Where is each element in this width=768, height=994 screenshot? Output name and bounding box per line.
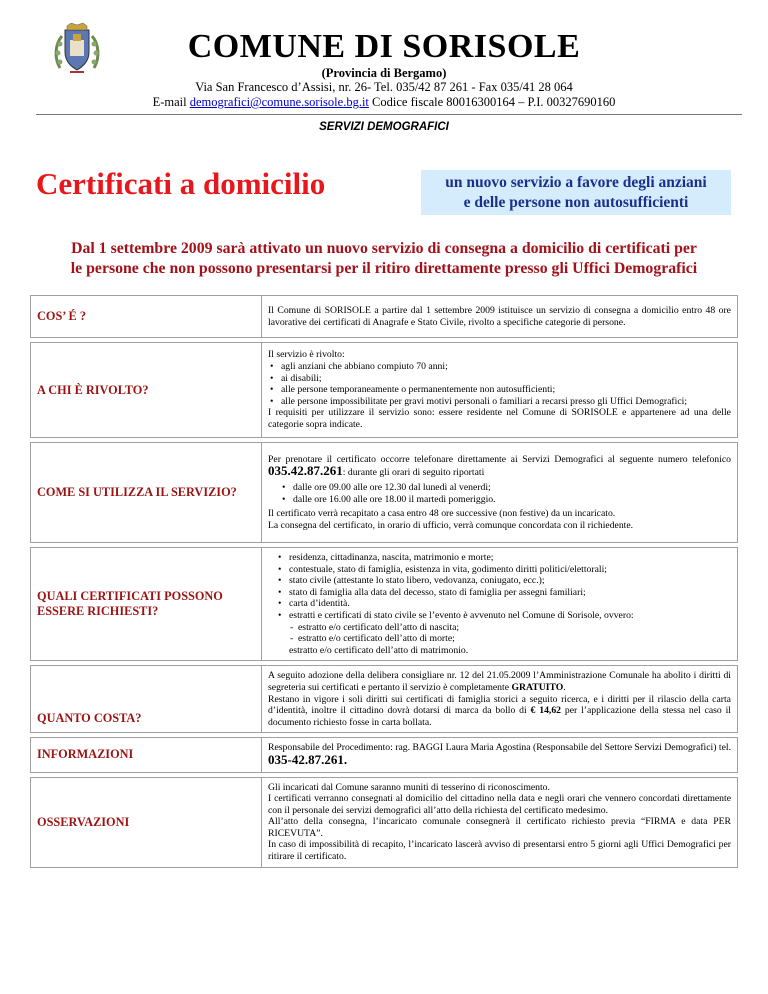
row-come xyxy=(31,443,738,543)
row-info xyxy=(31,738,738,772)
intro-text xyxy=(30,239,738,279)
intro-line2: le persone che non possono presentarsi per il ritiro direttamente presso gli Uffici Demografici xyxy=(70,260,698,277)
come-p1-end: : durante gli orari di seguito riportati xyxy=(342,467,485,479)
oss-line: Gli incaricati dal Comune saranno muniti di tesserino di riconoscimento. xyxy=(268,781,550,793)
costo-p1 xyxy=(268,670,731,693)
list-item: • stato civile (attestante lo stato libero, vedovanza, coniugato, ecc.); xyxy=(289,575,731,587)
row-label: COME SI UTILIZZA IL SERVIZIO? xyxy=(31,443,262,543)
costo-p1a: A seguito adozione della delibera consigliare nr. 12 del 21.05.2009 l’Amministrazione Comunale ha abolito i diritti di segreteria sui certificati e pertanto il servizio è completamente xyxy=(268,670,731,693)
list-item: • estratti e certificati di stato civile se l’evento è avvenuto nel Comune di Sorisole, ovvero: xyxy=(289,610,731,622)
row-text xyxy=(262,443,738,543)
list-item: • residenza, cittadinanza, nascita, matrimonio e morte; xyxy=(289,552,731,564)
list-item: • carta d’identità. xyxy=(289,598,731,610)
municipality-title: COMUNE DI SORISOLE xyxy=(187,28,581,65)
list-item: - estratto e/o certificato dell’atto di morte; xyxy=(298,633,731,645)
row-label xyxy=(31,548,262,661)
info-text: Responsabile del Procedimento: rag. BAGGI Laura Maria Agostina (Responsabile del Settore Servizi Demografici) tel. xyxy=(268,742,731,754)
address-line: Via San Francesco d’Assisi, nr. 26- Tel. 035/42 87 261 - Fax 035/41 28 064 xyxy=(195,80,573,94)
certificates-list xyxy=(276,552,731,622)
info-table xyxy=(30,295,738,868)
oss-line: All’atto della consegna, l’incaricato comunale consegnerà il certificato richiesto previa “FIRMA e data PER RICEVUTA”. xyxy=(268,816,731,839)
department-label: SERVIZI DEMOGRAFICI xyxy=(319,121,449,133)
row-label: A CHI È RIVOLTO? xyxy=(31,343,262,438)
costo-p2c: per l’applicazione della stessa nel caso il documento richiesto fosse in carta bollata. xyxy=(268,705,731,728)
fiscal-code: Codice fiscale 80016300164 – P.I. 00327690160 xyxy=(368,95,616,109)
intro-line1: Dal 1 settembre 2009 sarà attivato un nuovo servizio di consegna a domicilio di certificati per xyxy=(71,240,697,257)
costo-p1c: . xyxy=(563,681,566,693)
list-item: • dalle ore 16.00 alle ore 18.00 il martedì pomeriggio. xyxy=(293,494,731,506)
row-text xyxy=(262,343,738,438)
list-item: • ai disabili; xyxy=(281,373,731,385)
come-p1 xyxy=(268,454,731,479)
row-text: Il Comune di SORISOLE a partire dal 1 settembre 2009 istituisce un servizio di consegna a domicilio entro 48 ore lavorative dei certificati di Anagrafe e Stato Civile, rivolto a specifiche categorie di persone. xyxy=(262,296,738,338)
row-costo xyxy=(31,666,738,733)
oss-line: I certificati verranno consegnati al domicilio del cittadino nella data e negli orari che vennero concordati direttamente con il personale dei servizi demografici all’atto della richiesta del certificato medesimo. xyxy=(268,793,731,816)
stamp-price: € 14,62 xyxy=(530,705,562,717)
list-item: • contestuale, stato di famiglia, esistenza in vita, godimento diritti politici/elettorali; xyxy=(289,564,731,576)
phone-number: 035.42.87.261 xyxy=(268,463,343,479)
label-line1: QUALI CERTIFICATI POSSONO xyxy=(37,589,223,604)
row-cose xyxy=(31,296,738,338)
row-text xyxy=(262,777,738,867)
row-label: COS’ É ? xyxy=(31,296,262,338)
list-item: • agli anziani che abbiano compiuto 70 anni; xyxy=(281,361,731,373)
page-title: Certificati a domicilio xyxy=(36,166,326,201)
email-link[interactable]: demografici@comune.sorisole.bg.it xyxy=(189,95,369,109)
row-text xyxy=(262,666,738,733)
hours-list xyxy=(280,482,731,505)
list-item: • dalle ore 09.00 alle ore 12.30 dal lunedì al venerdì; xyxy=(293,482,731,494)
chi-intro: Il servizio è rivolto: xyxy=(268,349,345,361)
list-item: • stato di famiglia alla data del decesso, stato di famiglia per assegni familiari; xyxy=(289,587,731,599)
info-phone: 035-42.87.261. xyxy=(268,751,348,767)
row-label: OSSERVAZIONI xyxy=(31,777,262,867)
tagline-line2: e delle persone non autosufficienti xyxy=(463,194,689,211)
row-label: QUANTO COSTA? xyxy=(31,666,262,733)
quali-last: estratto e/o certificato dell’atto di matrimonio. xyxy=(289,644,469,656)
list-item: • alle persone temporaneamente o permanentemente non autosufficienti; xyxy=(281,384,731,396)
costo-p2a: Restano in vigore i soli diritti sui certificati di famiglia storici a seguito ricerca, e i diritti per il rilascio della carta d’identità, inoltre il cittadino dovrà dotarsi di marca da bollo di xyxy=(268,693,731,717)
tagline-box xyxy=(421,170,731,215)
come-p2: Il certificato verrà recapitato a casa entro 48 ore successive (non festive) da un incaricato. xyxy=(268,508,616,520)
header-divider xyxy=(36,114,742,115)
oss-line: In caso di impossibilità di recapito, l’incaricato lascerà avviso di presentarsi entro 5 giorni agli Uffici Demografici per ritirare il certificato. xyxy=(268,839,731,863)
row-oss xyxy=(31,777,738,867)
email-prefix: E-mail xyxy=(152,95,190,109)
list-item: • alle persone impossibilitate per gravi motivi personali o familiari a recarsi presso gli Uffici Demografici; xyxy=(281,396,731,408)
free-label: GRATUITO xyxy=(511,681,564,693)
row-quali xyxy=(31,548,738,661)
row-chi xyxy=(31,343,738,438)
chi-list xyxy=(268,361,731,407)
label-line2: ESSERE RICHIESTI? xyxy=(37,604,159,619)
tagline-line1: un nuovo servizio a favore degli anziani xyxy=(445,174,707,191)
chi-outro: I requisiti per utilizzare il servizio sono: essere residente nel Comune di SORISOLE e appartenere ad una delle categorie sopra indicate. xyxy=(268,407,731,430)
come-p1-text: Per prenotare il certificato occorre telefonare direttamente ai Servizi Demografici al seguente numero telefonico xyxy=(268,453,731,465)
province-label: (Provincia di Bergamo) xyxy=(321,66,447,80)
acts-list xyxy=(289,622,731,645)
come-p3: La consegna del certificato, in orario di ufficio, verrà comunque concordata con il richiedente. xyxy=(268,519,634,531)
row-label: INFORMAZIONI xyxy=(31,738,262,772)
list-item: - estratto e/o certificato dell’atto di nascita; xyxy=(298,622,731,634)
costo-p2 xyxy=(268,694,731,729)
row-text xyxy=(262,548,738,661)
row-text xyxy=(262,738,738,772)
contact-line xyxy=(0,95,768,110)
